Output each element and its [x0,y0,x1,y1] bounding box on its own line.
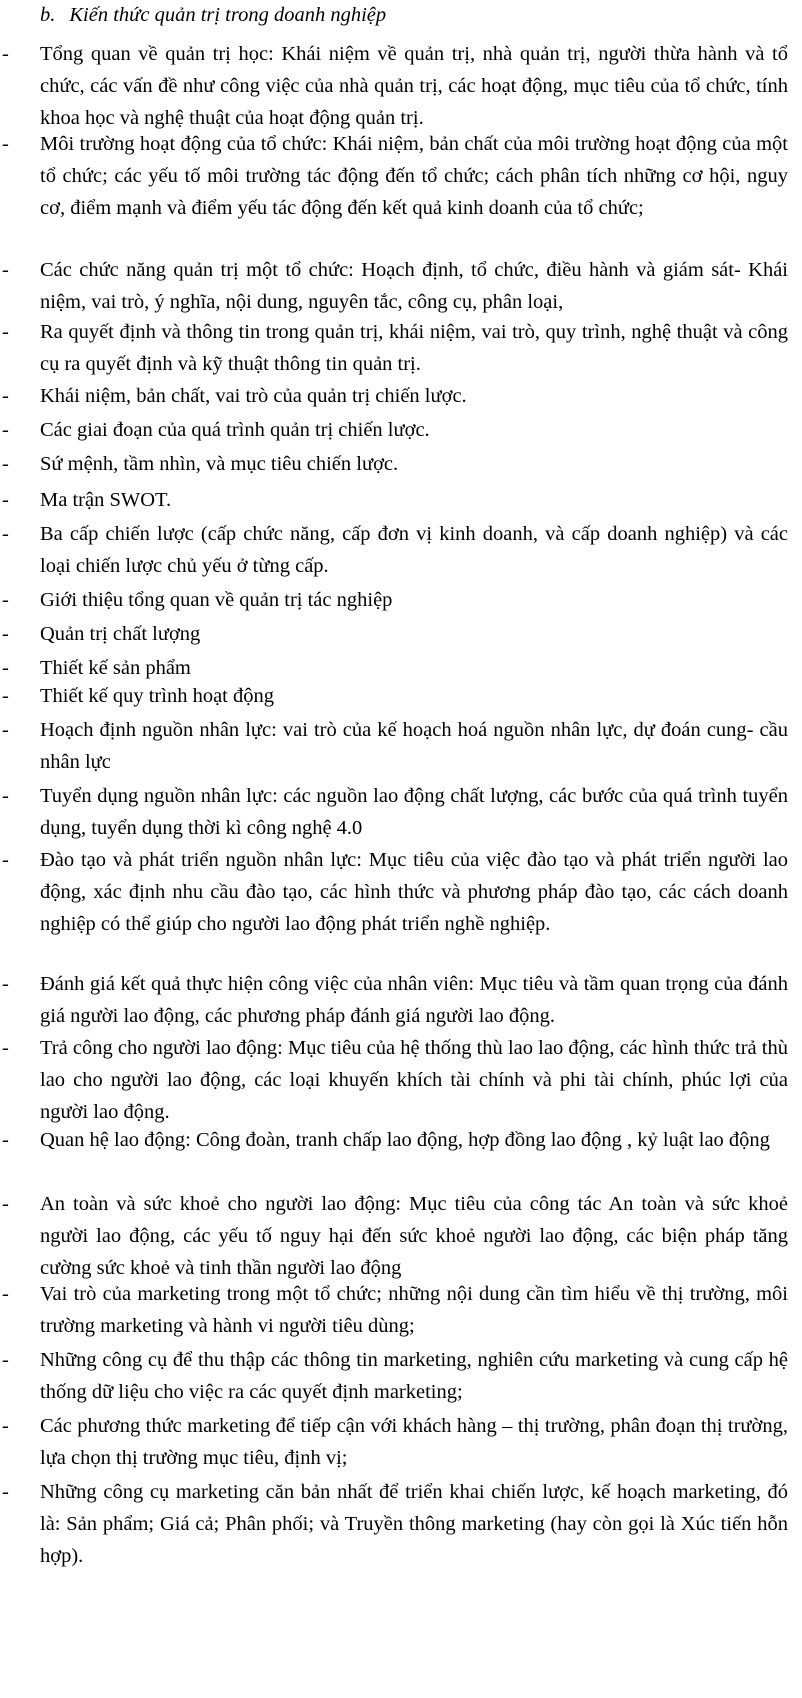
list-item-text: Các giai đoạn của quá trình quản trị chiến lược. [40,419,430,441]
list-item-text: Thiết kế quy trình hoạt động [40,685,274,707]
bullet-dash: - [2,259,9,281]
list-item-text: Những công cụ marketing căn bản nhất để triển khai chiến lược, kế hoạch marketing, đó là: Sản phẩm; Giá cả; Phân phối; và Truyền thông marketing (hay còn gọi là Xúc tiến hỗn hợp). [40,1481,788,1567]
bullet-dash: - [2,1283,9,1305]
bullet-dash: - [2,589,9,611]
bullet-dash: - [2,419,9,441]
bullet-dash: - [2,1481,9,1503]
list-item-text: Vai trò của marketing trong một tổ chức; những nội dung cần tìm hiểu về thị trường, môi trường marketing và hành vi người tiêu dùng; [40,1283,788,1337]
bullet-dash: - [2,385,9,407]
list-item-text: Giới thiệu tổng quan về quản trị tác nghiệp [40,589,393,611]
bullet-dash: - [2,849,9,871]
list-item-text: Ba cấp chiến lược (cấp chức năng, cấp đơn vị kinh doanh, và cấp doanh nghiệp) và các loại chiến lược chủ yếu ở từng cấp. [40,523,788,577]
bullet-dash: - [2,719,9,741]
list-item-text: Các phương thức marketing để tiếp cận với khách hàng – thị trường, phân đoạn thị trường, lựa chọn thị trường mục tiêu, định vị; [40,1415,788,1469]
list-item-text: Quản trị chất lượng [40,623,201,645]
list-item-text: Ma trận SWOT. [40,489,172,511]
bullet-dash: - [2,1415,9,1437]
list-item-text: Thiết kế sản phẩm [40,657,191,679]
list-item-text: An toàn và sức khoẻ cho người lao động: Mục tiêu của công tác An toàn và sức khoẻ người lao động, các yếu tố nguy hại đến sức khoẻ người lao động, các biện pháp tăng cường sức khoẻ và tinh thần người lao động [40,1193,788,1279]
list-item-text: Quan hệ lao động: Công đoàn, tranh chấp lao động, hợp đồng lao động , kỷ luật lao động [40,1129,770,1151]
bullet-dash: - [2,43,9,65]
list-item-text: Tổng quan về quản trị học: Khái niệm về quản trị, nhà quản trị, người thừa hành và tổ chức, các vấn đề như công việc của nhà quản trị, các hoạt động, mục tiêu của tổ chức, tính khoa học và nghệ thuật của hoạt động quản trị. [40,43,788,129]
list-item-text: Trả công cho người lao động: Mục tiêu của hệ thống thù lao lao động, các hình thức trả thù lao cho người lao động, các loại khuyến khích tài chính và phi tài chính, phúc lợi của người lao động. [40,1037,788,1123]
list-item-text: Môi trường hoạt động của tổ chức: Khái niệm, bản chất của môi trường hoạt động của một tổ chức; các yếu tố môi trường tác động đến tổ chức; cách phân tích những cơ hội, nguy cơ, điểm mạnh và điểm yếu tác động đến kết quả kinh doanh của tổ chức; [40,133,788,219]
list-item-text: Những công cụ để thu thập các thông tin marketing, nghiên cứu marketing và cung cấp hệ thống dữ liệu cho việc ra các quyết định marketing; [40,1349,788,1403]
bullet-dash: - [2,1037,9,1059]
section-title: Kiến thức quản trị trong doanh nghiệp [69,4,387,26]
bullet-dash: - [2,133,9,155]
bullet-dash: - [2,973,9,995]
list-item-text: Khái niệm, bản chất, vai trò của quản trị chiến lược. [40,385,467,407]
bullet-dash: - [2,321,9,343]
bullet-dash: - [2,657,9,679]
bullet-dash: - [2,623,9,645]
list-item-text: Tuyển dụng nguồn nhân lực: các nguồn lao động chất lượng, các bước của quá trình tuyển dụng, tuyển dụng thời kì công nghệ 4.0 [40,785,788,839]
bullet-dash: - [2,489,9,511]
bullet-dash: - [2,785,9,807]
bullet-dash: - [2,453,9,475]
list-item-text: Đào tạo và phát triển nguồn nhân lực: Mục tiêu của việc đào tạo và phát triển người lao động, xác định nhu cầu đào tạo, các hình thức và phương pháp đào tạo, các cách doanh nghiệp có thể giúp cho người lao động phát triển nghề nghiệp. [40,849,788,935]
bullet-dash: - [2,1129,9,1151]
list-item-text: Đánh giá kết quả thực hiện công việc của nhân viên: Mục tiêu và tầm quan trọng của đánh giá người lao động, các phương pháp đánh giá người lao động. [40,973,788,1027]
bullet-dash: - [2,1349,9,1371]
list-item-text: Sứ mệnh, tầm nhìn, và mục tiêu chiến lược. [40,453,399,475]
bullet-dash: - [2,685,9,707]
list-item-text: Hoạch định nguồn nhân lực: vai trò của kế hoạch hoá nguồn nhân lực, dự đoán cung- cầu nhân lực [40,719,788,773]
list-item-text: Các chức năng quản trị một tổ chức: Hoạch định, tổ chức, điều hành và giám sát- Khái niệm, vai trò, ý nghĩa, nội dung, nguyên tắc, công cụ, phân loại, [40,259,788,313]
list-item-text: Ra quyết định và thông tin trong quản trị, khái niệm, vai trò, quy trình, nghệ thuật và công cụ ra quyết định và kỹ thuật thông tin quản trị. [40,321,788,375]
bullet-dash: - [2,1193,9,1215]
section-heading [40,2,386,28]
bullet-dash: - [2,523,9,545]
section-letter: b. [40,4,56,26]
